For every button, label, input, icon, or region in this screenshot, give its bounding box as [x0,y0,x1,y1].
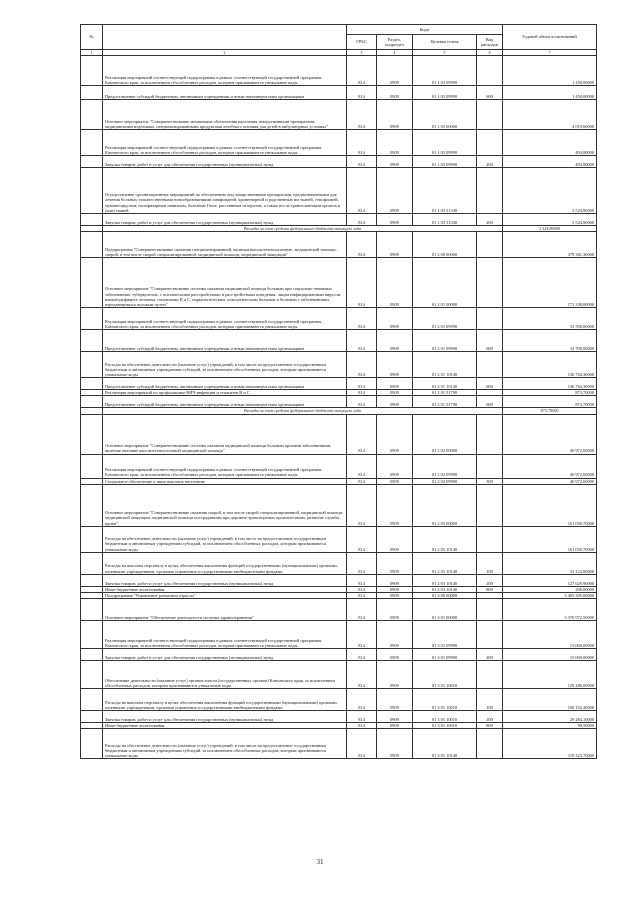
row-amount: 33 124,80000 [503,552,597,574]
table-row [81,258,597,308]
row-target: 01 2 01 00000 [413,258,477,308]
row-grbs: 814 [347,574,377,586]
row-razdel: 0909 [377,330,413,352]
row-grbs: 814 [347,649,377,661]
row-grbs: 814 [347,130,377,156]
row-razdel: 0909 [377,232,413,258]
row-number-cell [81,729,103,759]
row-vid: 200 [477,156,503,168]
row-vid [477,661,503,689]
row-name: Реализация мероприятий соответствующей подпрограммы в рамках соответствующей государственной программы Камчатского края, за исключением обособленных расходов, которым присваиваются уникальные коды [103,56,347,86]
row-target: 01 1 03 00000 [413,100,477,130]
row-razdel: 0909 [377,574,413,586]
row-razdel: 0909 [377,599,413,621]
row-amount: 171 338,00000 [503,258,597,308]
row-name: Расходы на выплаты персоналу в целях обеспечения выполнения функций государственными (муниципальными) органами, казенными учреждениями, органами управления государственными внебюджетными фондами [103,552,347,574]
row-razdel: 0909 [377,130,413,156]
row-name: Социальное обеспечение и иные выплаты населению [103,478,347,484]
table-body [81,56,597,759]
header-grbs: ГРБС [347,35,377,50]
row-number-cell [81,649,103,661]
row-grbs: 814 [347,378,377,390]
row-vid: 800 [477,723,503,729]
row-vid [477,168,503,214]
row-number-cell [81,156,103,168]
row-amount: 3 370 972,50000 [503,599,597,621]
row-amount: 3 524,80000 [503,168,597,214]
row-number-cell [81,168,103,214]
table-row [81,214,597,226]
row-vid [477,232,503,258]
row-razdel: 0909 [377,711,413,723]
row-amount: 33 700,00000 [503,308,597,330]
column-number: 4 [377,50,413,56]
row-razdel: 0909 [377,454,413,478]
row-amount: 379 361,30000 [503,232,597,258]
row-vid: 600 [477,330,503,352]
table-row [81,308,597,330]
row-grbs: 814 [347,414,377,454]
row-number-cell [81,526,103,552]
row-number-cell [81,552,103,574]
row-amount: 46 972,60000 [503,414,597,454]
row-vid [477,454,503,478]
row-vid [477,414,503,454]
header-vid: Вид расходов [477,35,503,50]
row-number-cell [81,352,103,378]
row-target: 01 3 00 00000 [413,593,477,599]
row-amount: 100 102,40000 [503,689,597,711]
row-name: Предоставление субсидий бюджетным, автономным учреждениям и иным некоммерческим организациям [103,330,347,352]
row-razdel: 0909 [377,168,413,214]
row-razdel: 0909 [377,56,413,86]
row-grbs: 814 [347,352,377,378]
row-amount: 296,00000 [503,586,597,592]
table-row [81,574,597,586]
note-text: Расходы за счет средств федерального бюджета текущего года [103,408,503,414]
row-name: Закупка товаров, работ и услуг для обеспечения государственных (муниципальных) нужд [103,156,347,168]
table-row [81,130,597,156]
row-number-cell [81,378,103,390]
row-target: 01 2 03 10140 [413,574,477,586]
row-razdel: 0909 [377,100,413,130]
row-grbs: 814 [347,454,377,478]
row-amount: 3 524,80000 [503,214,597,226]
row-amount: 15 000,00000 [503,649,597,661]
row-razdel: 0909 [377,552,413,574]
row-grbs: 814 [347,156,377,168]
header-razdel: Раздел, подраздел [377,35,413,50]
row-razdel: 0909 [377,621,413,649]
row-name: Реализация мероприятий соответствующей подпрограммы в рамках соответствующей государственной программы Камчатского края, за исключением обособленных расходов, которым присваиваются уникальные коды [103,621,347,649]
header-name [103,25,347,50]
row-target: 01 2 01 10140 [413,352,477,378]
row-amount: 3 465 395,00000 [503,593,597,599]
row-grbs: 814 [347,723,377,729]
row-amount: 1 450,00000 [503,56,597,86]
row-razdel: 0909 [377,414,413,454]
row-amount: 127 629,90000 [503,574,597,586]
row-razdel: 0909 [377,396,413,408]
row-name: Подпрограмма "Управление развитием отрасли" [103,593,347,599]
row-amount: 119 323,70000 [503,729,597,759]
row-name: Реализация мероприятий соответствующей подпрограммы в рамках соответствующей государственной программы Камчатского края, за исключением обособленных расходов, которым присваиваются уникальные коды [103,454,347,478]
row-razdel: 0909 [377,214,413,226]
row-target: 01 1 03 09990 [413,86,477,100]
row-amount: 873,70000 [503,396,597,408]
row-number-cell [81,232,103,258]
row-razdel: 0909 [377,484,413,526]
note-amount: 873,70000 [503,408,597,414]
table-row [81,100,597,130]
row-name: Основное мероприятие "Совершенствование механизмов обеспечения населения лекарственными препаратами, медицинскими изделиями, специализированными продуктами лечебного питания для детей в амбулаторных условиях" [103,100,347,130]
row-vid: 600 [477,86,503,100]
row-grbs: 814 [347,258,377,308]
row-amount: 494,80000 [503,156,597,168]
row-razdel: 0909 [377,729,413,759]
row-razdel: 0909 [377,649,413,661]
row-grbs: 814 [347,593,377,599]
row-name: Предоставление субсидий бюджетным, автономным учреждениям и иным некоммерческим организациям [103,86,347,100]
table-row [81,56,597,86]
row-name: Реализация мероприятий соответствующей подпрограммы в рамках соответствующей государственной программы Камчатского края, за исключением обособленных расходов, которым присваиваются уникальные коды [103,130,347,156]
row-vid: 300 [477,478,503,484]
row-grbs: 814 [347,56,377,86]
column-number: 2 [103,50,347,56]
column-number: 6 [477,50,503,56]
row-razdel: 0909 [377,352,413,378]
row-target: 01 2 01 51790 [413,390,477,396]
table-row [81,661,597,689]
row-name: Подпрограмма "Совершенствование оказания специализированной, включая высокотехнологичную, медицинской помощи, скорой, в том числе скорой специализированной, медицинской помощи, медицинской эвакуации" [103,232,347,258]
table-row [81,396,597,408]
row-amount: 15 000,00000 [503,621,597,649]
row-grbs: 814 [347,168,377,214]
row-name: Основное мероприятие "Совершенствование оказания скорой, в том числе скорой специализированной, медицинской помощи, медицинской эвакуации, медицинской помощи пострадавшим при дорожно-транспортных происшествиях, развитие службы крови" [103,484,347,526]
row-name: Закупка товаров, работ и услуг для обеспечения государственных (муниципальных) нужд [103,574,347,586]
header-codes: Коды [347,25,503,35]
row-razdel: 0909 [377,478,413,484]
table-row [81,552,597,574]
row-grbs: 814 [347,711,377,723]
row-grbs: 814 [347,100,377,130]
row-number-cell [81,86,103,100]
row-razdel: 0909 [377,308,413,330]
row-vid [477,56,503,86]
row-grbs: 814 [347,689,377,711]
row-vid [477,729,503,759]
row-amount: 29 284,10000 [503,711,597,723]
row-number-cell [81,100,103,130]
header-number: № [81,25,103,50]
row-target: 01 3 01 10140 [413,729,477,759]
row-vid: 200 [477,711,503,723]
row-number-cell [81,621,103,649]
row-target: 01 2 03 10140 [413,526,477,552]
row-grbs: 814 [347,330,377,352]
row-name: Обеспечение деятельности (оказание услуг) органов власти (государственных органов) Камчатского края, за исключением обособленных расходов, которым присваиваются уникальные коды [103,661,347,689]
row-vid: 100 [477,552,503,574]
row-number-cell [81,484,103,526]
row-target: 01 3 01 00000 [413,599,477,621]
row-target: 01 3 01 10010 [413,723,477,729]
row-name: Расходы на обеспечение деятельности (оказание услуг) учреждений, в том числе на предоставление государственным бюджетным и автономным учреждениям субсидий, за исключением обособленных расходов, которым присваиваются уникальные коды [103,729,347,759]
row-grbs: 814 [347,214,377,226]
row-name: Иные бюджетные ассигнования [103,723,347,729]
row-name: Реализация мероприятий по профилактике ВИЧ-инфекции и гепатитов В и С [103,390,347,396]
row-number-cell [81,574,103,586]
row-number-cell [81,130,103,156]
row-amount: 46 972,60000 [503,478,597,484]
row-target: 01 3 01 10010 [413,689,477,711]
row-razdel: 0909 [377,723,413,729]
row-amount: 161 050,70000 [503,484,597,526]
row-vid: 600 [477,396,503,408]
row-target: 01 2 03 00000 [413,484,477,526]
row-name: Предоставление субсидий бюджетным, автономным учреждениям и иным некоммерческим организациям [103,396,347,408]
row-name: Закупка товаров, работ и услуг для обеспечения государственных (муниципальных) нужд [103,214,347,226]
row-target: 01 2 02 00000 [413,414,477,454]
row-number-cell [81,330,103,352]
table-row [81,86,597,100]
row-grbs: 814 [347,86,377,100]
row-vid: 200 [477,574,503,586]
note-text: Расходы за счет средств федерального бюджета текущего года [103,226,503,232]
row-name: Основное мероприятие "Совершенствование системы оказания медицинской помощи больным при социально-значимых заболеваниях: туберкулезом, с психическими расстройствами и расстройствами поведения, лицам инфицированным вирусом иммунодефицита человека, гепатитами В и С, наркологическим, онкологическим больным и больным с заболеваниями, передающимися половым путем" [103,258,347,308]
row-name: Расходы на обеспечение деятельности (оказание услуг) учреждений, в том числе на предоставление государственным бюджетным и автономным учреждениям субсидий, за исключением обособленных расходов, которым присваиваются уникальные коды [103,352,347,378]
row-target: 01 1 03 51330 [413,168,477,214]
row-name: Реализация мероприятий соответствующей подпрограммы в рамках соответствующей государственной программы Камчатского края, за исключением обособленных расходов, которым присваиваются уникальные коды [103,308,347,330]
note-amount: 3 524,80000 [503,226,597,232]
budget-table [80,24,597,759]
page-number: 31 [316,858,324,866]
row-number-cell [81,396,103,408]
column-number: 7 [503,50,597,56]
row-amount: 136 764,30000 [503,378,597,390]
row-vid [477,484,503,526]
row-grbs: 814 [347,552,377,574]
row-razdel: 0909 [377,156,413,168]
row-name: Закупка товаров, работ и услуг для обеспечения государственных (муниципальных) нужд [103,649,347,661]
row-target: 01 3 01 10010 [413,661,477,689]
row-razdel: 0909 [377,593,413,599]
row-target: 01 1 03 51330 [413,214,477,226]
table-row [81,168,597,214]
row-number-cell [81,661,103,689]
row-vid: 200 [477,649,503,661]
row-number-cell [81,689,103,711]
row-target: 01 1 03 09990 [413,156,477,168]
row-vid [477,308,503,330]
row-razdel: 0909 [377,258,413,308]
row-vid [477,130,503,156]
row-grbs: 814 [347,232,377,258]
row-vid: 100 [477,689,503,711]
row-target: 01 2 02 09990 [413,478,477,484]
budget-table-sheet [80,24,596,759]
table-row [81,729,597,759]
row-amount: 1 450,00000 [503,86,597,100]
table-row [81,649,597,661]
table-row [81,414,597,454]
row-amount: 46 972,60000 [503,454,597,478]
row-amount: 494,80000 [503,130,597,156]
table-row [81,330,597,352]
table-row [81,599,597,621]
row-vid: 800 [477,586,503,592]
row-target: 01 2 03 10140 [413,552,477,574]
row-vid [477,100,503,130]
column-number: 3 [347,50,377,56]
row-target: 01 1 03 09990 [413,130,477,156]
row-amount: 873,70000 [503,390,597,396]
table-row [81,526,597,552]
row-target: 01 3 01 09990 [413,649,477,661]
table-row [81,484,597,526]
table-row [81,689,597,711]
row-grbs: 814 [347,661,377,689]
row-grbs: 814 [347,308,377,330]
row-amount: 136 764,30000 [503,352,597,378]
row-target: 01 2 01 09990 [413,330,477,352]
row-target: 01 1 03 09990 [413,56,477,86]
row-number-cell [81,214,103,226]
table-row [81,454,597,478]
row-razdel: 0909 [377,526,413,552]
column-number: 5 [413,50,477,56]
row-amount: 4 019,60000 [503,100,597,130]
row-target: 01 2 02 09990 [413,454,477,478]
row-vid [477,352,503,378]
header-target: Целевая статья [413,35,477,50]
row-vid [477,526,503,552]
row-target: 01 2 01 10140 [413,378,477,390]
row-vid: 200 [477,214,503,226]
row-grbs: 814 [347,729,377,759]
row-name: Основное мероприятие "Обеспечение деятельности системы здравоохранения" [103,599,347,621]
table-row [81,156,597,168]
row-target: 01 3 01 10010 [413,711,477,723]
row-vid [477,621,503,649]
row-razdel: 0909 [377,661,413,689]
row-amount: 129 486,00000 [503,661,597,689]
row-grbs: 814 [347,484,377,526]
row-grbs: 814 [347,396,377,408]
table-row [81,352,597,378]
row-vid [477,599,503,621]
row-number-cell [81,711,103,723]
row-grbs: 814 [347,390,377,396]
row-grbs: 814 [347,526,377,552]
row-target: 01 2 00 00000 [413,232,477,258]
table-row [81,232,597,258]
row-number-cell [81,599,103,621]
row-name: Иные бюджетные ассигнования [103,586,347,592]
row-number-cell [81,454,103,478]
row-grbs: 814 [347,586,377,592]
row-grbs: 814 [347,621,377,649]
row-razdel: 0909 [377,586,413,592]
row-vid [477,258,503,308]
row-razdel: 0909 [377,378,413,390]
row-target: 01 2 01 51790 [413,396,477,408]
row-number-cell [81,258,103,308]
row-razdel: 0909 [377,86,413,100]
row-amount: 99,50000 [503,723,597,729]
row-name: Осуществление организационных мероприятий по обеспечению лиц лекарственными препаратами, предназначенными для лечения больных злокачественными новообразованиями лимфоидной, кроветворной и родственных им тканей, гемофилией, муковисцидозом, гипофизарным нанизмом, болезнью Гоше, рассеянным склерозом, а также после трансплантации органов и (или) тканей [103,168,347,214]
table-row [81,378,597,390]
row-razdel: 0909 [377,390,413,396]
row-name: Закупка товаров, работ и услуг для обеспечения государственных (муниципальных) нужд [103,711,347,723]
row-grbs: 814 [347,599,377,621]
row-amount: 161 050,70000 [503,526,597,552]
row-target: 01 2 01 09990 [413,308,477,330]
row-target: 01 2 03 10140 [413,586,477,592]
row-amount: 33 700,00000 [503,330,597,352]
header-amount: Годовой объем ассигнований [503,25,597,50]
row-target: 01 3 01 09990 [413,621,477,649]
row-number-cell [81,308,103,330]
row-number-cell [81,56,103,86]
row-grbs: 814 [347,478,377,484]
row-vid: 600 [477,378,503,390]
table-row [81,711,597,723]
row-name: Предоставление субсидий бюджетным, автономным учреждениям и иным некоммерческим организациям [103,378,347,390]
table-row [81,621,597,649]
row-number-cell [81,414,103,454]
row-name: Расходы на выплаты персоналу в целях обеспечения выполнения функций государственными (муниципальными) органами, казенными учреждениями, органами управления государственными внебюджетными фондами [103,689,347,711]
row-name: Основное мероприятие "Совершенствование системы оказания медицинской помощи больным прочими заболеваниями, включая оказание высокотехнологичной медицинской помощи" [103,414,347,454]
row-name: Расходы на обеспечение деятельности (оказание услуг) учреждений, в том числе на предоставление государственным бюджетным и автономным учреждениям субсидий, за исключением обособленных расходов, которым присваиваются уникальные коды [103,526,347,552]
column-number: 1 [81,50,103,56]
row-razdel: 0909 [377,689,413,711]
